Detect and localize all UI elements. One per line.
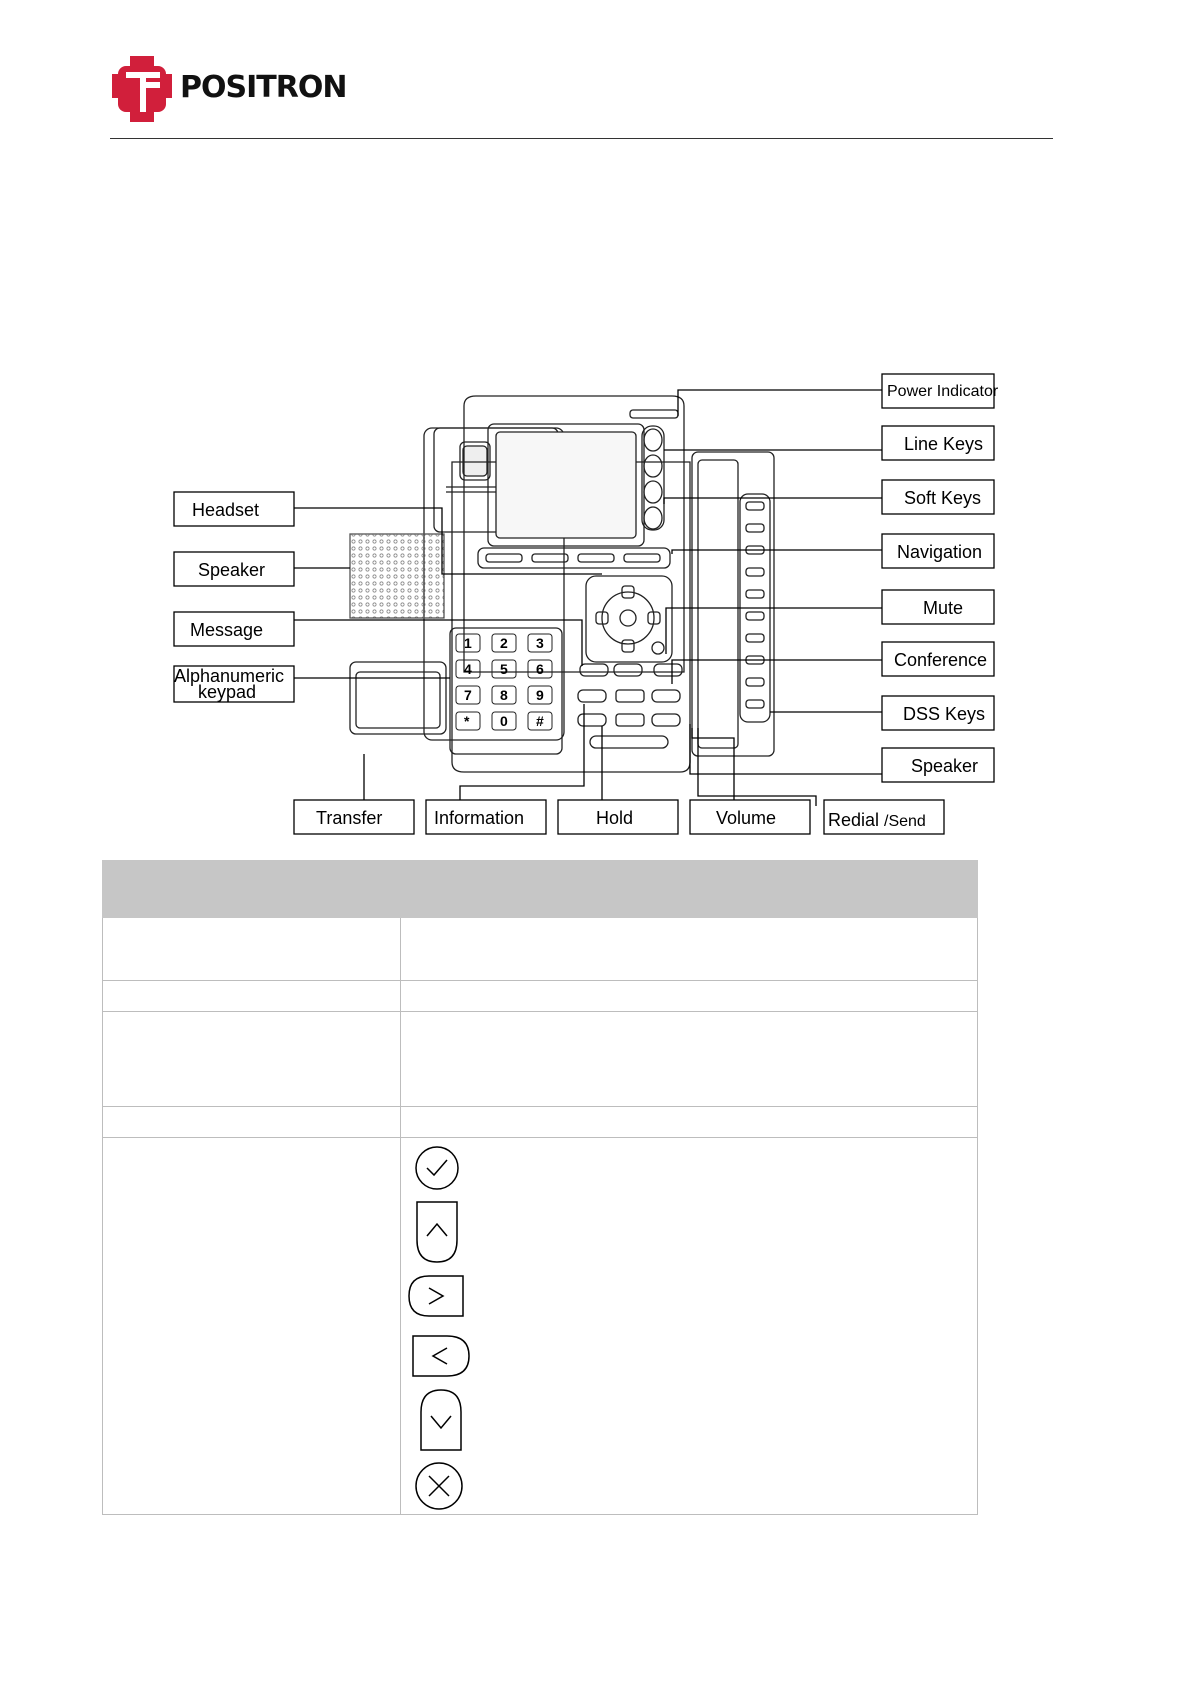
table-row — [103, 1138, 978, 1515]
key-hash: # — [536, 713, 544, 729]
function-keys — [578, 664, 682, 748]
table-row — [103, 981, 978, 1012]
callout-power-indicator: Power Indicator — [887, 383, 999, 400]
right-arrow-icon — [407, 1274, 467, 1318]
callout-soft-keys: Soft Keys — [904, 488, 982, 508]
callout-send: /Send — [884, 813, 926, 830]
callout-alphanumeric: Alphanumeric — [174, 666, 285, 686]
callout-dss-keys: DSS Keys — [903, 704, 986, 724]
key-3: 3 — [536, 635, 544, 651]
key-star: * — [464, 713, 470, 729]
table-header-row — [103, 861, 978, 918]
callout-conference: Conference — [894, 650, 988, 670]
callout-volume: Volume — [716, 808, 777, 828]
table-row — [103, 1107, 978, 1138]
navigation-icons-cell — [401, 1138, 977, 1514]
table-row — [103, 918, 978, 981]
down-arrow-icon — [417, 1388, 465, 1452]
line-keys — [642, 426, 664, 530]
callout-line-keys: Line Keys — [904, 434, 984, 454]
phone-diagram — [112, 342, 1048, 846]
soft-keys — [478, 548, 670, 568]
key-7: 7 — [464, 687, 472, 703]
header-divider — [110, 138, 1053, 139]
callout-mute: Mute — [923, 598, 964, 618]
key-6: 6 — [536, 661, 544, 677]
callout-hold: Hold — [596, 808, 634, 828]
callout-keypad: keypad — [198, 682, 257, 702]
key-8: 8 — [500, 687, 508, 703]
cancel-icon — [413, 1460, 465, 1512]
positron-cross-logo — [112, 56, 172, 122]
callout-transfer: Transfer — [316, 808, 383, 828]
up-arrow-icon — [413, 1200, 461, 1264]
dss-keys — [746, 502, 764, 708]
callout-navigation: Navigation — [897, 542, 983, 562]
brand-logo — [112, 56, 347, 126]
table-row — [103, 1012, 978, 1107]
key-9: 9 — [536, 687, 544, 703]
callout-headset: Headset — [192, 500, 260, 520]
navigation-cluster — [586, 576, 672, 662]
callout-information: Information — [434, 808, 525, 828]
ok-icon — [413, 1144, 461, 1192]
key-description-table — [102, 860, 978, 1515]
callout-message: Message — [190, 620, 264, 640]
key-2: 2 — [500, 635, 508, 651]
key-5: 5 — [500, 661, 508, 677]
speaker-grille — [350, 534, 444, 618]
brand-name: POSITRON — [180, 70, 347, 105]
callout-redial: Redial — [828, 810, 880, 830]
key-0: 0 — [500, 713, 508, 729]
callout-speaker-right: Speaker — [911, 756, 979, 776]
callout-speaker-left: Speaker — [198, 560, 266, 580]
left-arrow-icon — [411, 1334, 471, 1378]
key-4: 4 — [464, 661, 472, 677]
power-indicator-led — [630, 410, 678, 418]
lcd-screen — [496, 432, 636, 538]
key-1: 1 — [464, 635, 472, 651]
